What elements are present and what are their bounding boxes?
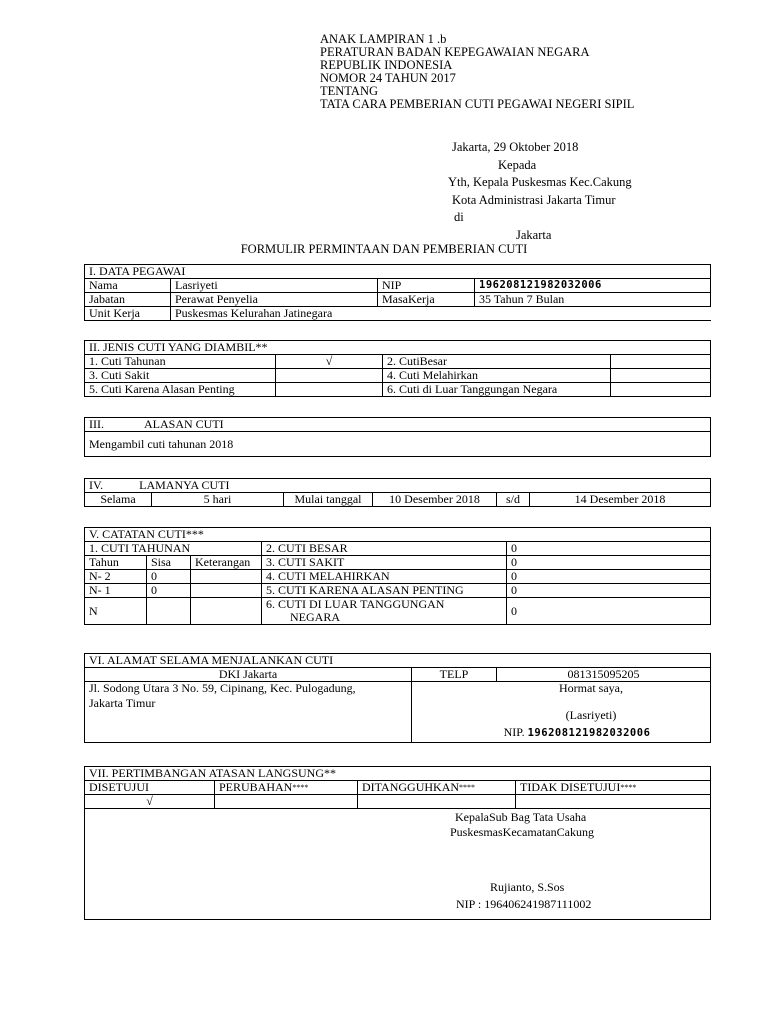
- check-mark[interactable]: √: [85, 795, 215, 809]
- header-line: TENTANG: [320, 84, 379, 98]
- leave-type-label: 1. Cuti Tahunan: [85, 355, 276, 369]
- col-disetujui: DISETUJUI: [85, 781, 215, 795]
- other-leave-label: 2. CUTI BESAR: [262, 542, 507, 556]
- header-line: ANAK LAMPIRAN 1 .b: [320, 32, 447, 46]
- check-mark[interactable]: √: [276, 355, 383, 369]
- leave-type-label: 3. Cuti Sakit: [85, 369, 276, 383]
- col-keterangan: Keterangan: [191, 556, 262, 570]
- other-leave-label: 4. CUTI MELAHIRKAN: [262, 570, 507, 584]
- city-value: DKI Jakarta: [85, 668, 412, 682]
- section-heading: VII. PERTIMBANGAN ATASAN LANGSUNG**: [85, 767, 711, 781]
- date-place: Jakarta, 29 Oktober 2018: [452, 140, 579, 154]
- selama-value: 5 hari: [152, 493, 284, 507]
- unit-value: Puskesmas Kelurahan Jatinegara: [171, 307, 711, 321]
- col-tahun: Tahun: [85, 556, 147, 570]
- address-value: Jl. Sodong Utara 3 No. 59, Cipinang, Kec. Pulogadung, Jakarta Timur: [85, 682, 412, 743]
- header-line: REPUBLIK INDONESIA: [320, 58, 453, 72]
- nip-value: 196208121982032006: [475, 279, 711, 293]
- year-ket: [191, 598, 262, 625]
- officer-title: KepalaSub Bag Tata Usaha: [455, 810, 587, 824]
- unit-label: Unit Kerja: [85, 307, 171, 321]
- recipient-city: Kota Administrasi Jakarta Timur: [452, 192, 616, 207]
- check-box[interactable]: [358, 795, 516, 809]
- section-jenis-cuti: [84, 340, 711, 397]
- header-line: PERATURAN BADAN KEPEGAWAIAN NEGARA: [320, 45, 590, 59]
- other-leave-value: 0: [507, 556, 711, 570]
- officer-nip: NIP : 196406241987111002: [456, 897, 592, 911]
- sd-label: s/d: [497, 493, 530, 507]
- year-label: N- 2: [85, 570, 147, 584]
- other-leave-value: 0: [507, 584, 711, 598]
- other-leave-value: 0: [507, 570, 711, 584]
- section-catatan-cuti: [84, 527, 711, 625]
- check-box[interactable]: [276, 369, 383, 383]
- form-title: FORMULIR PERMINTAAN DAN PEMBERIAN CUTI: [240, 242, 528, 256]
- col-perubahan: PERUBAHAN****: [215, 781, 358, 795]
- check-box[interactable]: [276, 383, 383, 397]
- other-leave-value: 0: [507, 542, 711, 556]
- section-heading: II. JENIS CUTI YANG DIAMBIL**: [85, 341, 711, 355]
- leave-type-label: 6. Cuti di Luar Tanggungan Negara: [383, 383, 611, 397]
- officer-name: Rujianto, S.Sos: [490, 880, 565, 894]
- section-data-pegawai: [84, 264, 711, 321]
- end-date: 14 Desember 2018: [530, 493, 711, 507]
- year-label: N- 1: [85, 584, 147, 598]
- check-box[interactable]: [215, 795, 358, 809]
- year-ket: [191, 570, 262, 584]
- officer-title: PuskesmasKecamatanCakung: [450, 825, 594, 839]
- check-box[interactable]: [611, 369, 711, 383]
- leave-type-label: 2. CutiBesar: [383, 355, 611, 369]
- other-leave-label: 3. CUTI SAKIT: [262, 556, 507, 570]
- section-pertimbangan: [84, 766, 711, 920]
- section-alamat: [84, 653, 711, 743]
- section-heading: III. ALASAN CUTI: [85, 418, 711, 432]
- telp-value: 081315095205: [497, 668, 711, 682]
- reason-text: Mengambil cuti tahunan 2018: [85, 432, 711, 457]
- section-heading: IV. LAMANYA CUTI: [85, 479, 711, 493]
- destination-city: Jakarta: [516, 227, 552, 242]
- jabatan-value: Perawat Penyelia: [171, 293, 378, 307]
- col-ditangguhkan: DITANGGUHKAN****: [358, 781, 516, 795]
- col-sisa: Sisa: [147, 556, 191, 570]
- hormat-text: Hormat saya,: [559, 681, 623, 695]
- selama-label: Selama: [85, 493, 152, 507]
- di: di: [454, 210, 464, 224]
- address-block: [448, 139, 632, 244]
- officer-signature-block: [85, 809, 711, 920]
- year-ket: [191, 584, 262, 598]
- year-sisa: 0: [147, 570, 191, 584]
- masakerja-label: MasaKerja: [378, 293, 475, 307]
- signature-block: [412, 682, 711, 743]
- year-sisa: [147, 598, 191, 625]
- section-alasan-cuti: [84, 417, 711, 457]
- leave-type-label: 4. Cuti Melahirkan: [383, 369, 611, 383]
- header-line: TATA CARA PEMBERIAN CUTI PEGAWAI NEGERI SIPIL: [320, 97, 635, 111]
- nama-value: Lasriyeti: [171, 279, 378, 293]
- header-line: NOMOR 24 TAHUN 2017: [320, 71, 456, 85]
- section-heading: I. DATA PEGAWAI: [85, 265, 711, 279]
- regulation-header: [320, 33, 634, 111]
- tahunan-label: 1. CUTI TAHUNAN: [85, 542, 262, 556]
- masakerja-value: 35 Tahun 7 Bulan: [475, 293, 711, 307]
- telp-label: TELP: [412, 668, 497, 682]
- kepada: Kepada: [498, 157, 537, 172]
- section-heading: VI. ALAMAT SELAMA MENJALANKAN CUTI: [85, 654, 711, 668]
- check-box[interactable]: [611, 355, 711, 369]
- section-lamanya-cuti: [84, 478, 711, 507]
- signer-nip: NIP. 196208121982032006: [503, 725, 651, 739]
- check-box[interactable]: [516, 795, 711, 809]
- start-date: 10 Desember 2018: [373, 493, 497, 507]
- nama-label: Nama: [85, 279, 171, 293]
- other-leave-value: 0: [507, 598, 711, 625]
- nip-label: NIP: [378, 279, 475, 293]
- col-tidak-disetujui: TIDAK DISETUJUI****: [516, 781, 711, 795]
- year-label: N: [85, 598, 147, 625]
- other-leave-label: 5. CUTI KARENA ALASAN PENTING: [262, 584, 507, 598]
- year-sisa: 0: [147, 584, 191, 598]
- section-heading: V. CATATAN CUTI***: [85, 528, 711, 542]
- jabatan-label: Jabatan: [85, 293, 171, 307]
- recipient: Yth, Kepala Puskesmas Kec.Cakung: [448, 175, 632, 189]
- leave-type-label: 5. Cuti Karena Alasan Penting: [85, 383, 276, 397]
- other-leave-label: 6. CUTI DI LUAR TANGGUNGAN NEGARA: [262, 598, 507, 625]
- signer-name: (Lasriyeti): [565, 708, 617, 722]
- mulai-label: Mulai tanggal: [284, 493, 373, 507]
- check-box[interactable]: [611, 383, 711, 397]
